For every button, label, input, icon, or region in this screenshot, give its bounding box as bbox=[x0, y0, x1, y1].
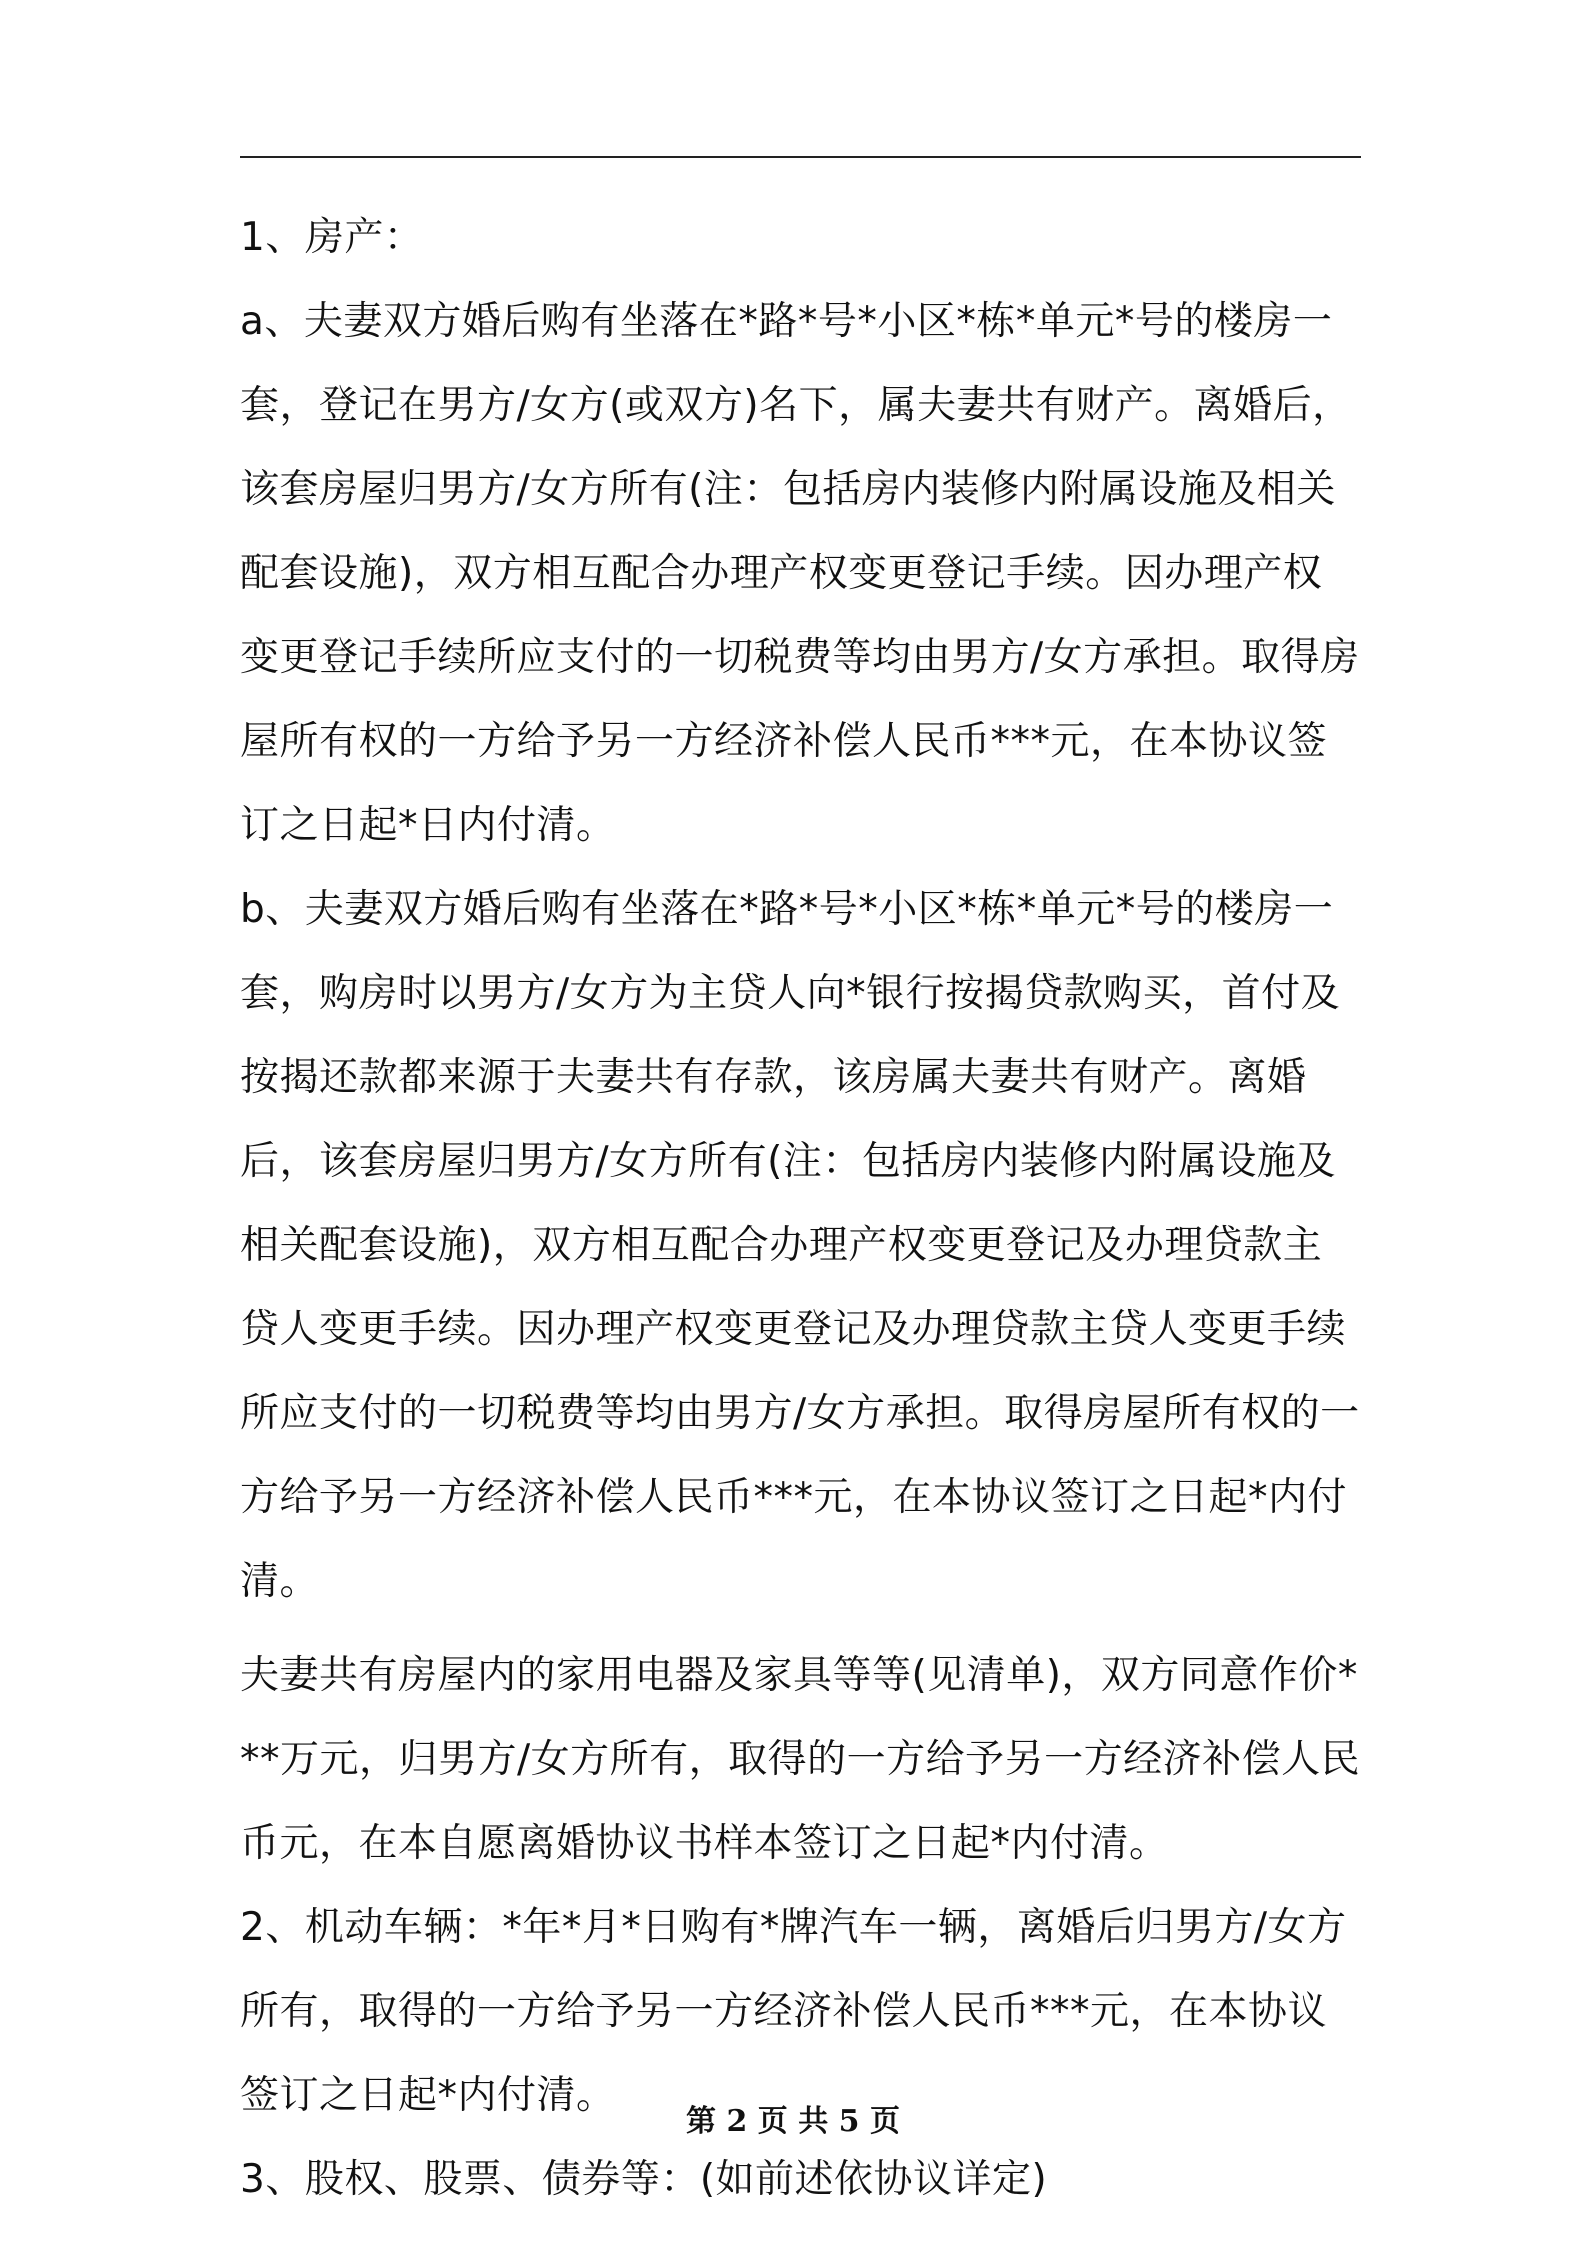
page-number: 第 2 页 共 5 页 bbox=[686, 2104, 900, 2139]
heading-real-estate: 1、房产： bbox=[240, 215, 424, 260]
clause-motor-vehicle: 2、机动车辆：*年*月*日购有*牌汽车一辆，离婚后归男方/女方所有，取得的一方给予另一方经济补偿人民币***元，在本协议签订之日起*内付清。 bbox=[240, 1905, 1347, 2118]
header-rule bbox=[240, 156, 1361, 158]
clause-appliances-furniture: 夫妻共有房屋内的家用电器及家具等等(见清单)，双方同意作价***万元，归男方/女方所有，取得的一方给予另一方经济补偿人民币元，在本自愿离婚协议书样本签订之日起*内付清。 bbox=[240, 1653, 1361, 1866]
clause-securities: 3、股权、股票、债券等：(如前述依协议详定) bbox=[240, 2157, 1048, 2202]
clause-b-mortgaged-house: b、夫妻双方婚后购有坐落在*路*号*小区*栋*单元*号的楼房一套，购房时以男方/女方为主贷人向*银行按揭贷款购买，首付及按揭还款都来源于夫妻共有存款，该房属夫妻共有财产。离婚后，该套房屋归男方/女方所有(注：包括房内装修内附属设施及相关配套设施)，双方相互配合办理产权变更登记及办理贷款主贷人变更手续。因办理产权变更登记及办理贷款主贷人变更手续所应支付的一切税费等均由男方/女方承担。取得房屋所有权的一方给予另一方经济补偿人民币***元，在本协议签订之日起*内付清。 bbox=[240, 887, 1360, 1604]
clause-a-house: a、夫妻双方婚后购有坐落在*路*号*小区*栋*单元*号的楼房一套，登记在男方/女方(或双方)名下，属夫妻共有财产。离婚后，该套房屋归男方/女方所有(注：包括房内装修内附属设施及相关配套设施)，双方相互配合办理产权变更登记手续。因办理产权变更登记手续所应支付的一切税费等均由男方/女方承担。取得房屋所有权的一方给予另一方经济补偿人民币***元，在本协议签订之日起*日内付清。 bbox=[240, 299, 1360, 848]
document-body bbox=[240, 196, 1361, 2222]
